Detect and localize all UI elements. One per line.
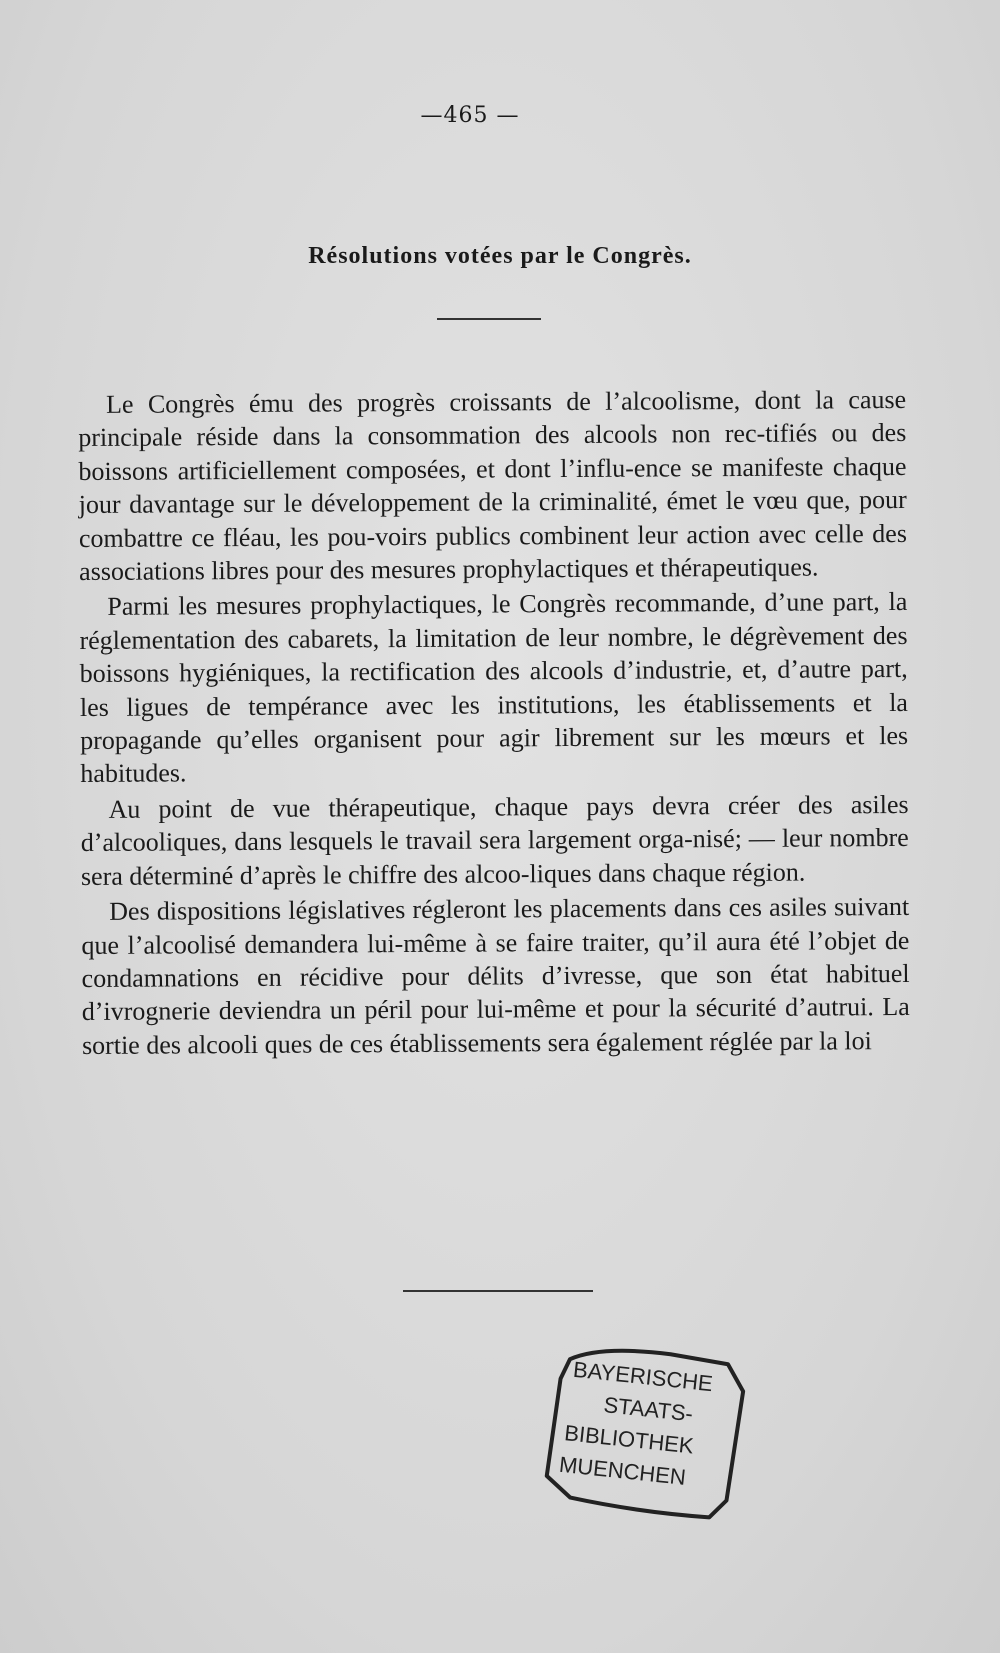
page-number: —465 — (420, 103, 520, 128)
paragraph: Au point de vue thérapeutique, chaque pays devra créer des asiles d’alcooliques, dans lesquels le travail sera largement orga-nisé; — leur nombre sera déterminé d’après le chiffre des alcoo-liques dans chaque région. (80, 789, 909, 891)
end-divider (403, 1290, 593, 1292)
page-title: Résolutions votées par le Congrès. (308, 243, 692, 269)
paragraph: Parmi les mesures prophylactiques, le Congrès recommande, d’une part, la réglementation des cabarets, la limitation de leur nombre, le dégrèvement des boissons hygiéniques, la rectification des alcools d’industrie, et, d’autre part, les ligues de tempérance avec les institutions, les établissements et la propagande qu’elles organisent pour agir librement sur les mœurs et les habitudes. (79, 587, 909, 789)
stamp-line-4: MUENCHEN (557, 1451, 687, 1490)
library-stamp (535, 1345, 765, 1520)
stamp-graphic (535, 1345, 765, 1520)
stamp-line-2: STAATS- (602, 1392, 695, 1427)
paragraph: Le Congrès ému des progrès croissants de l’alcoolisme, dont la cause principale réside dans la consommation des alcools non rec-tifiés ou des boissons artificiellement composées, et dont l’influ-ence se manifeste chaque jour davantage sur le développement de la criminalité, émet le vœu que, pour combattre ce fléau, les pou-voirs publics combinent leur action avec celle des associations libres pour des mesures prophylactiques et thérapeutiques. (78, 384, 907, 587)
stamp-line-1: BAYERISCHE (571, 1356, 714, 1397)
stamp-line-3: BIBLIOTHEK (563, 1420, 695, 1459)
title-divider (437, 318, 541, 320)
paragraph: Des dispositions législatives régleront les placements dans ces asiles suivant que l’alcoolisé demandera lui-même à se faire traiter, qu’il aura été l’objet de condamnations en récidive pour délits d’ivresse, que son état habituel d’ivrognerie deviendra un péril pour lui-même et pour la sécurité d’autrui. La sortie des alcooli ques de ces établissements sera également réglée par la loi (81, 892, 910, 1060)
body-text (78, 383, 910, 1064)
